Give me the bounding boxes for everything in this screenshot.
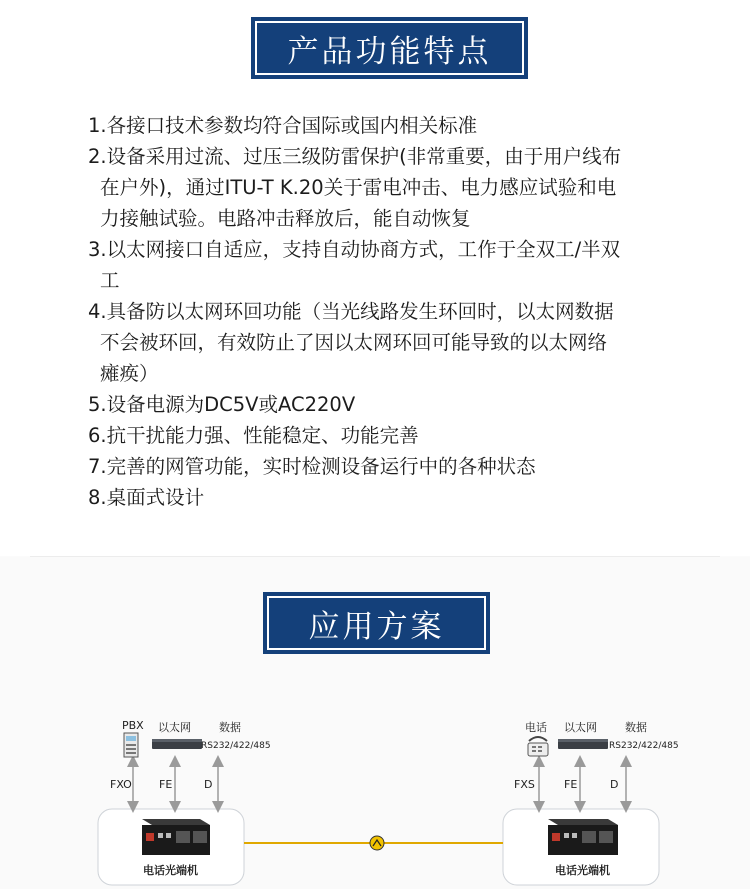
right-ethernet-label: 以太网 — [564, 721, 597, 734]
feature-line: 3.以太网接口自适应，支持自动协商方式，工作于全双工/半双 — [88, 238, 621, 261]
feature-line: 1.各接口技术参数均符合国际或国内相关标准 — [88, 114, 478, 137]
application-title: 应用方案 — [308, 608, 445, 645]
left-ethernet-switch-icon — [152, 739, 202, 749]
feature-item — [88, 389, 688, 420]
feature-line-continued: 力接触试验。电路冲击释放后，能自动恢复 — [100, 207, 471, 230]
right-d-label: D — [610, 778, 619, 791]
fiber-connector-icon — [370, 836, 384, 850]
application-title-banner — [263, 592, 490, 654]
feature-line-continued: 不会被环回，有效防止了因以太网环回可能导致的以太网络 — [100, 331, 608, 354]
features-title: 产品功能特点 — [287, 33, 492, 70]
feature-item — [88, 296, 688, 389]
left-optical-terminal-icon — [142, 819, 210, 855]
right-fe-label: FE — [564, 778, 578, 791]
feature-line: 7.完善的网管功能，实时检测设备运行中的各种状态 — [88, 455, 536, 478]
right-phone-label: 电话 — [525, 721, 547, 734]
pbx-icon — [124, 733, 138, 757]
feature-line: 4.具备防以太网环回功能（当光线路发生环回时，以太网数据 — [88, 300, 614, 323]
right-fxs-label: FXS — [514, 778, 535, 791]
features-title-banner — [251, 17, 528, 79]
feature-line-continued: 瘫痪） — [100, 362, 159, 385]
right-serial-label: RS232/422/485 — [609, 741, 679, 751]
feature-line: 8.桌面式设计 — [88, 486, 205, 509]
right-optical-terminal-icon — [548, 819, 618, 855]
application-diagram — [0, 657, 750, 889]
feature-item — [88, 141, 688, 234]
feature-list — [88, 110, 688, 513]
feature-line: 5.设备电源为DC5V或AC220V — [88, 393, 356, 416]
feature-item — [88, 420, 688, 451]
diagram-graphics — [0, 657, 750, 889]
left-fxo-label: FXO — [110, 778, 132, 791]
left-pbx-label: PBX — [122, 719, 144, 732]
feature-line: 2.设备采用过流、过压三级防雷保护(非常重要，由于用户线布 — [88, 145, 622, 168]
left-ethernet-label: 以太网 — [158, 721, 191, 734]
telephone-icon — [528, 737, 548, 756]
left-fe-label: FE — [159, 778, 173, 791]
left-serial-label: RS232/422/485 — [201, 741, 271, 751]
feature-item — [88, 110, 688, 141]
feature-item — [88, 482, 688, 513]
left-data-label: 数据 — [219, 721, 241, 734]
feature-item — [88, 451, 688, 482]
feature-line: 6.抗干扰能力强、性能稳定、功能完善 — [88, 424, 419, 447]
left-unit-caption: 电话光端机 — [143, 864, 198, 877]
feature-item — [88, 234, 688, 296]
left-d-label: D — [204, 778, 213, 791]
right-ethernet-switch-icon — [558, 739, 608, 749]
feature-line-continued: 在户外)，通过ITU-T K.20关于雷电冲击、电力感应试验和电 — [100, 176, 617, 199]
feature-line-continued: 工 — [100, 269, 120, 292]
right-unit-caption: 电话光端机 — [555, 864, 610, 877]
right-data-label: 数据 — [625, 721, 647, 734]
